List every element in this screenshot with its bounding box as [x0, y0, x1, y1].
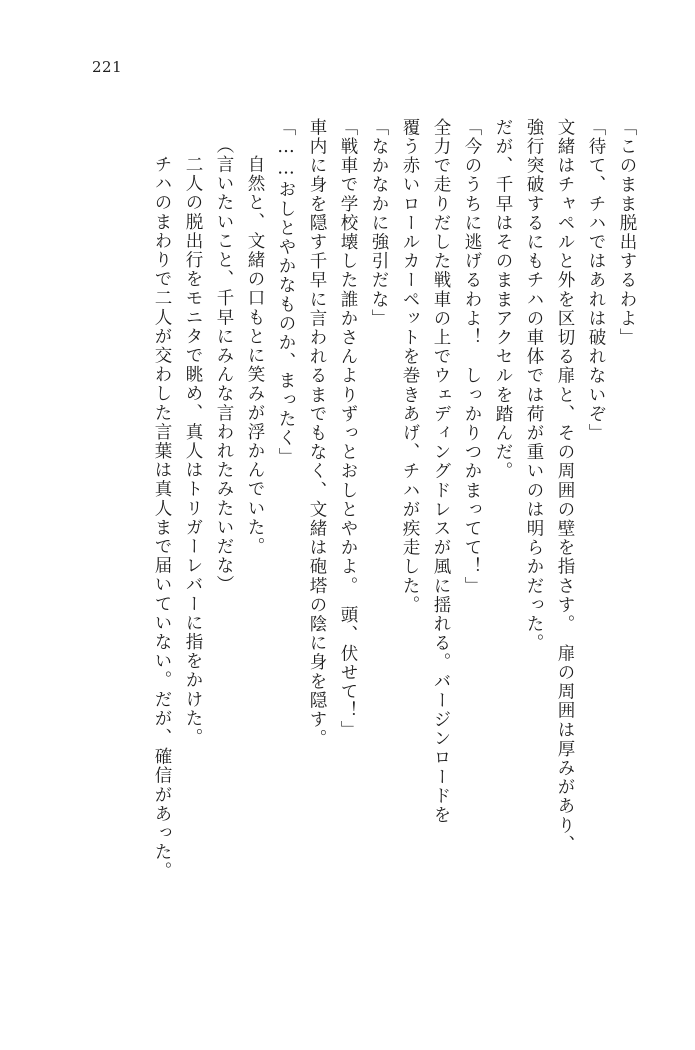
text-column: 強行突破するにもチハの車体では荷が重いのは明らかだった。: [524, 118, 544, 653]
text-column: 二人の脱出行をモニタで眺め、真人はトリガーレバーに指をかけた。: [183, 136, 203, 748]
text-column: 「今のうちに逃げるわよ！ しっかりつかまってて！」: [462, 118, 482, 596]
text-column: 「戦車で学校壊した誰かさんよりずっとおしとやかよ。 頭、伏せて！」: [338, 118, 358, 740]
text-column: 「……おしとやかなものか、まったく」: [276, 118, 296, 467]
text-column: 自然と、文緒の口もとに笑みが浮かんでいた。: [245, 136, 265, 557]
text-column: 「このまま脱出するわよ」: [617, 118, 637, 348]
text-column: 覆う赤いロールカーペットを巻きあげ、チハが疾走した。: [400, 118, 420, 615]
text-column: チハのまわりで二人が交わした言葉は真人まで届いていない。だが、確信があった。: [152, 136, 172, 881]
text-column: 文緒はチャペルと外を区切る扉と、その周囲の壁を指さす。 扉の周囲は厚みがあり、: [555, 118, 575, 855]
text-column: 「待て、チハではあれは破れないぞ」: [586, 118, 606, 443]
text-column: 全力で走りだした戦車の上でウェディングドレスが風に揺れる。バージンロードを: [431, 118, 451, 825]
vertical-text-body: [60, 118, 635, 988]
text-column: 「なかなかに強引だな」: [369, 118, 389, 329]
text-column: だが、千早はそのままアクセルを踏んだ。: [493, 118, 513, 481]
text-column: 車内に身を隠す千早に言われるまでもなく、文緒は砲塔の陰に身を隠す。: [307, 118, 327, 749]
page-number: 221: [92, 58, 123, 76]
text-column: （言いたいこと、千早にみんな言われたみたいだな）: [214, 136, 234, 595]
